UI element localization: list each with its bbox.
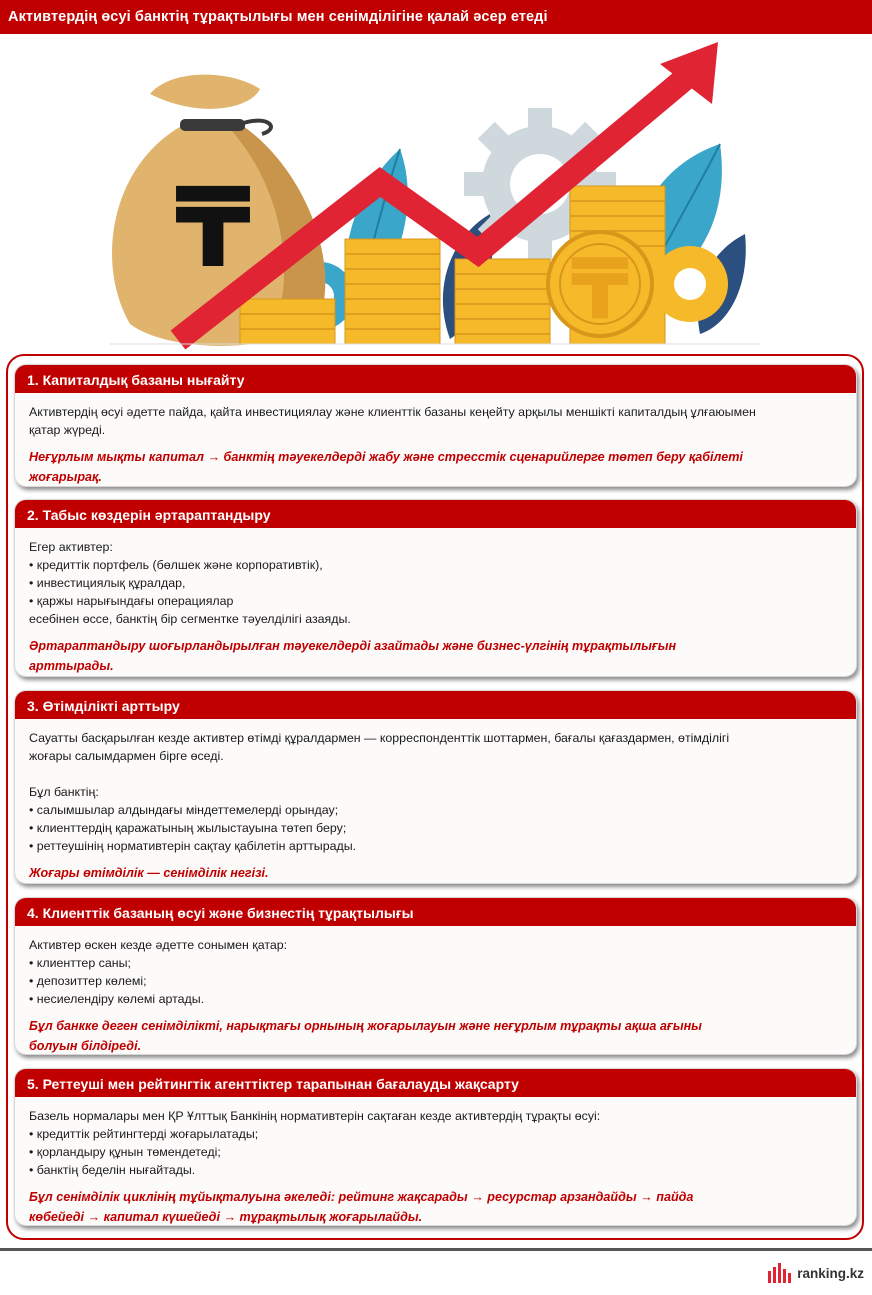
section-card-diversification [14,499,857,677]
highlight-line: Бұл сенімділік циклінің тұйықталуына әкеледі: рейтинг жақсарады → ресурстар арзандайды → пайда [29,1190,694,1204]
page-title: Активтердің өсуі банктің тұрақтылығы мен сенімділігіне қалай әсер етеді [8,9,548,25]
highlight-line: Бұл банкке деген сенімділікті, нарықтағы орнының жоғарылауын және неғұрлым тұрақты ақша ағыны [29,1019,702,1033]
section-title: 3. Өтімділікті арттыру [15,691,856,719]
spacer [29,765,840,783]
header-bar [0,0,872,34]
coin-icon [548,232,652,338]
highlight-line: Неғұрлым мықты капитал → банктің тәуекелдерді жабу және стресстік сценарийлерге төтеп беру қабілеті [29,450,743,464]
logo-text: ranking.kz [797,1265,864,1281]
highlight-line: жоғарырақ. [29,470,102,484]
bullet-line: • клиенттердің қаражатының жылыстауына төтеп беру; [29,821,347,835]
body-line: жоғары салымдармен бірге өседі. [29,749,224,763]
bullet-line: • кредиттік рейтингтерді жоғарылатады; [29,1127,259,1141]
section-title: 5. Реттеуші мен рейтингтік агенттіктер тарапынан бағалауды жақсарту [15,1069,856,1097]
bullet-line: • депозиттер көлемі; [29,974,147,988]
bars-logo-icon [767,1263,793,1283]
bullet-line: • қаржы нарығындағы операциялар [29,594,234,608]
tenge-symbol: ₸ [174,164,252,292]
section-card-liquidity [14,690,857,884]
bullet-line: • инвестициялық құралдар, [29,576,186,590]
body-line: Егер активтер: [29,540,113,554]
section-card-ratings [14,1068,857,1226]
section-card-client-base [14,897,857,1055]
section-title: 4. Клиенттік базаның өсуі және бизнестің тұрақтылығы [15,898,856,926]
site-logo[interactable] [767,1262,864,1284]
section-body [15,926,856,1055]
footer-divider [0,1248,872,1251]
body-line: Бұл банктің: [29,785,99,799]
body-line: Сауатты басқарылған кезде активтер өтімді құралдармен — корреспонденттік шоттармен, бағалы қағаздармен, өтімділігі [29,731,730,745]
highlight-line: арттырады. [29,659,114,673]
highlight-line: Әртараптандыру шоғырландырылған тәуекелдерді азайтады және бизнес-үлгінің тұрақтылығын [29,639,677,653]
bullet-line: • банктің беделін нығайтады. [29,1163,196,1177]
coin-symbol: ₸ [570,240,630,338]
highlight-line: болуын білдіреді. [29,1039,142,1053]
body-line: Активтер өскен кезде әдетте сонымен қатар: [29,938,288,952]
section-body [15,1097,856,1226]
body-line: Активтердің өсуі әдетте пайда, қайта инвестициялау және клиенттік базаны кеңейту арқылы меншікті капиталдың ұлғаюымен [29,405,756,419]
body-line: Базель нормалары мен ҚР Ұлттық Банкінің нормативтерін сақтаған кезде активтердің тұрақты өсуі: [29,1109,601,1123]
bullet-line: • клиенттер саны; [29,956,131,970]
body-line: есебінен өссе, банктің бір сегментке тәуелділігі азаяды. [29,612,351,626]
section-card-capital [14,364,857,487]
section-title: 1. Капиталдық базаны нығайту [15,365,856,393]
section-body [15,393,856,487]
hero-illustration [0,34,872,352]
bullet-line: • реттеушінің нормативтерін сақтау қабілетін арттырады. [29,839,357,853]
gear-icon [652,246,728,322]
bullet-line: • несиелендіру көлемі артады. [29,992,205,1006]
section-title: 2. Табыс көздерін әртараптандыру [15,500,856,528]
bullet-line: • салымшылар алдындағы міндеттемелерді орындау; [29,803,339,817]
bullet-line: • қорландыру құнын төмендетеді; [29,1145,221,1159]
bullet-line: • кредиттік портфель (бөлшек және корпоративтік), [29,558,323,572]
section-body [15,528,856,676]
body-line: қатар жүреді. [29,423,106,437]
section-body [15,719,856,883]
highlight-line: Жоғары өтімділік — сенімділік негізі. [29,866,269,880]
highlight-line: көбейеді → капитал күшейеді → тұрақтылық жоғарылайды. [29,1210,423,1224]
